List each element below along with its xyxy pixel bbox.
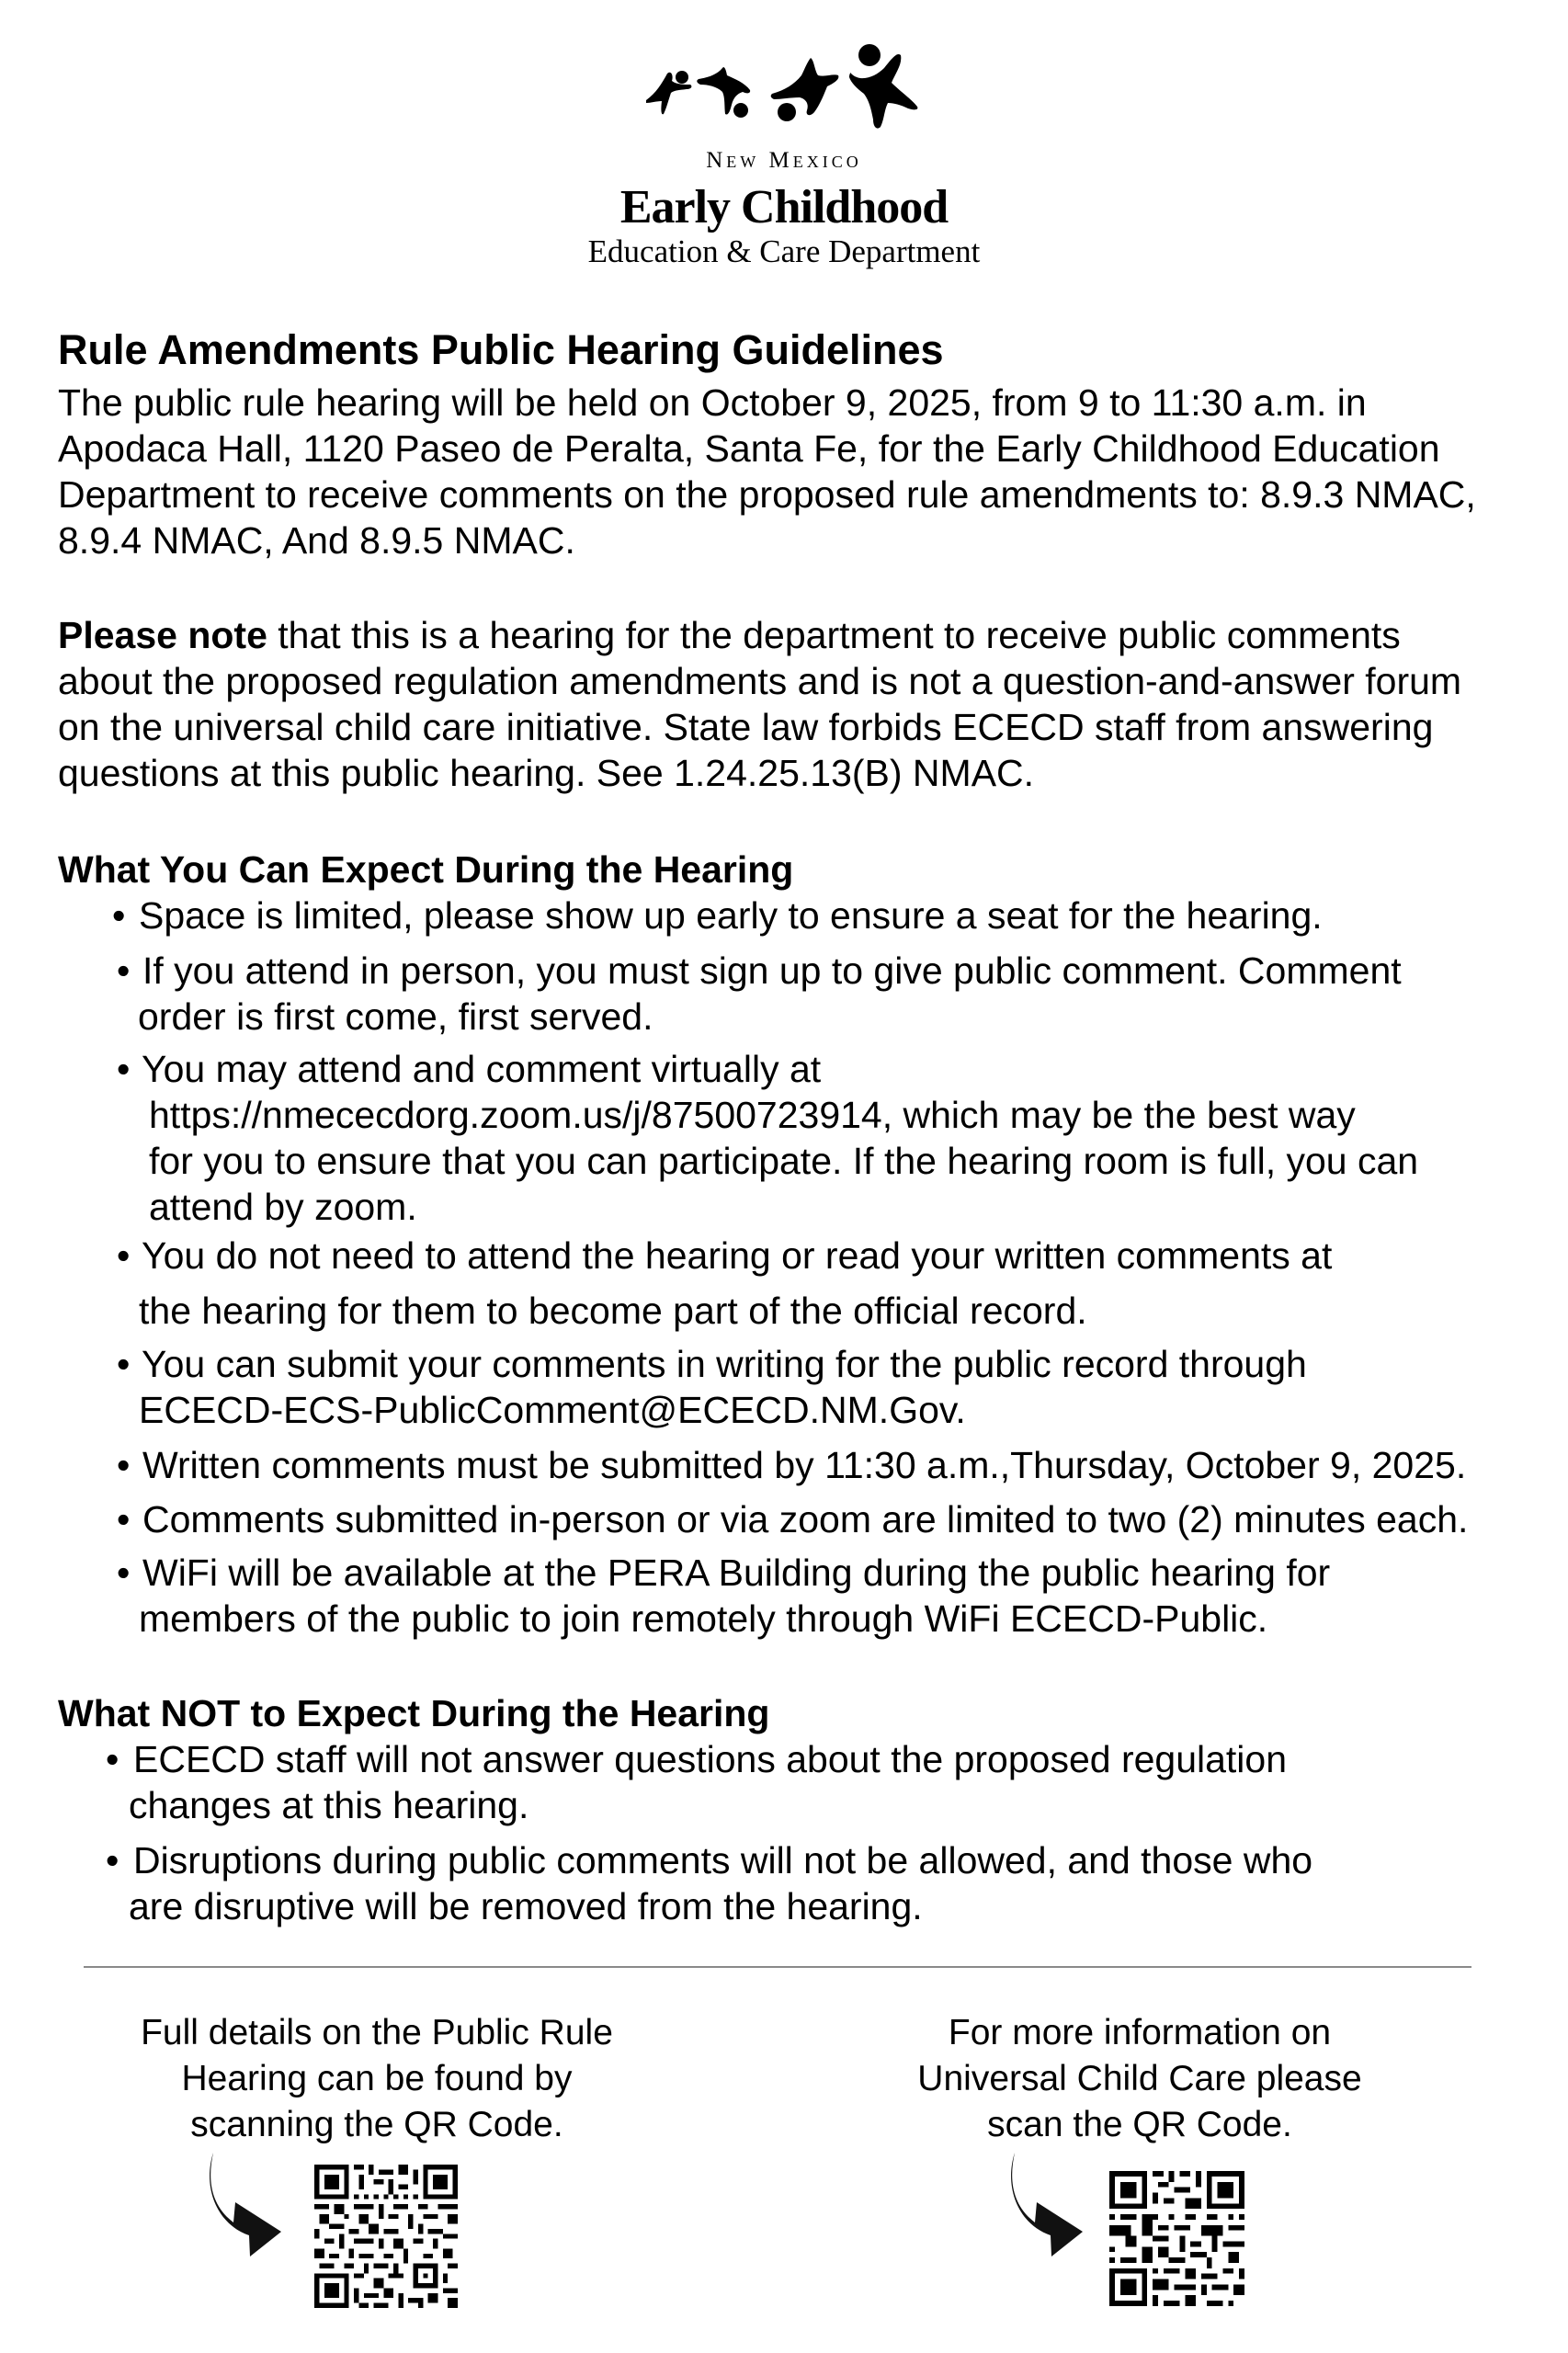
public-comment-email-link[interactable]: ECECD-ECS-PublicComment@ECECD.NM.Gov. <box>139 1389 966 1431</box>
intro-line: The public rule hearing will be held on October 9, 2025, from 9 to 11:30 a.m. in <box>58 381 1367 424</box>
bullet-icon: • <box>112 894 126 937</box>
expect-item-line: You may attend and comment virtually at <box>142 1048 822 1090</box>
section-heading-not-expect: What NOT to Expect During the Hearing <box>58 1692 770 1734</box>
expect-item-line: Comments submitted in-person or via zoom are limited to two (2) minutes each. <box>142 1498 1469 1540</box>
expect-item-line: attend by zoom. <box>149 1186 417 1228</box>
footer-right-line: Universal Child Care please <box>917 2059 1362 2098</box>
page-title: Rule Amendments Public Hearing Guidelines <box>58 326 944 373</box>
bullet-icon: • <box>117 1048 131 1090</box>
logo-org-subtitle: Education & Care Department <box>587 233 981 269</box>
footer-left-text <box>101 2010 653 2148</box>
not-expect-item-line: ECECD staff will not answer questions about the proposed regulation <box>133 1738 1288 1780</box>
footer-right-line: scan the QR Code. <box>987 2105 1292 2144</box>
bullet-icon: • <box>117 1552 131 1594</box>
expect-item-line: members of the public to join remotely through WiFi ECECD-Public. <box>139 1597 1268 1640</box>
note-line: questions at this public hearing. See 1.24.25.13(B) NMAC. <box>58 752 1035 794</box>
intro-line: Apodaca Hall, 1120 Paseo de Peralta, Santa Fe, for the Early Childhood Education <box>58 427 1440 470</box>
footer-left-line: Hearing can be found by <box>181 2059 573 2098</box>
expect-item-line: Written comments must be submitted by 11:30 a.m.,Thursday, October 9, 2025. <box>142 1444 1467 1486</box>
footer-divider <box>84 1966 1471 1968</box>
bullet-icon: • <box>117 1343 131 1385</box>
note-line: on the universal child care initiative. State law forbids ECECD staff from answering <box>58 706 1434 748</box>
bullet-icon: • <box>117 1234 131 1277</box>
bullet-icon: • <box>106 1738 119 1780</box>
bullet-icon: • <box>106 1839 119 1881</box>
qr-code-universal-child-care-icon[interactable] <box>1109 2171 1244 2306</box>
four-children-figures-logo-icon <box>643 42 924 134</box>
expect-item-line: You do not need to attend the hearing or read your written comments at <box>142 1234 1333 1277</box>
curved-arrow-icon <box>1007 2151 1085 2256</box>
footer-left-line: Full details on the Public Rule <box>141 2013 613 2052</box>
note-line <box>58 612 1401 658</box>
zoom-link[interactable]: https://nmececdorg.zoom.us/j/87500723914, which may be the best way <box>149 1094 1356 1136</box>
expect-item-line: You can submit your comments in writing for the public record through <box>142 1343 1307 1385</box>
bullet-icon: • <box>117 1444 131 1486</box>
intro-line: 8.9.4 NMAC, And 8.9.5 NMAC. <box>58 519 575 562</box>
bullet-icon: • <box>117 949 131 992</box>
expect-item-line: If you attend in person, you must sign up to give public comment. Comment <box>142 949 1402 992</box>
not-expect-item-line: are disruptive will be removed from the hearing. <box>129 1885 923 1927</box>
footer-left-line: scanning the QR Code. <box>190 2105 563 2144</box>
intro-line: Department to receive comments on the proposed rule amendments to: 8.9.3 NMAC, <box>58 473 1476 516</box>
qr-code-public-rule-hearing-icon[interactable] <box>314 2165 458 2308</box>
footer-right-line: For more information on <box>948 2013 1332 2052</box>
note-line: about the proposed regulation amendments and is not a question-and-answer forum <box>58 660 1462 702</box>
logo-state-name: New Mexico <box>706 148 862 173</box>
note-bold-lead: Please note <box>58 614 267 656</box>
section-heading-expect: What You Can Expect During the Hearing <box>58 848 794 891</box>
logo-org-name: Early Childhood <box>619 181 949 233</box>
expect-item-line: WiFi will be available at the PERA Building during the public hearing for <box>142 1552 1331 1594</box>
not-expect-item-line: Disruptions during public comments will not be allowed, and those who <box>133 1839 1313 1881</box>
note-first-line: that this is a hearing for the department to receive public comments <box>267 614 1401 656</box>
expect-item-line: the hearing for them to become part of the official record. <box>139 1290 1087 1332</box>
footer-right-text <box>864 2010 1415 2148</box>
expect-item-line: for you to ensure that you can participate. If the hearing room is full, you can <box>149 1140 1419 1182</box>
expect-item-line: order is first come, first served. <box>138 995 653 1038</box>
expect-item-line: Space is limited, please show up early to ensure a seat for the hearing. <box>139 894 1323 937</box>
bullet-icon: • <box>117 1498 131 1540</box>
not-expect-item-line: changes at this hearing. <box>129 1784 529 1826</box>
curved-arrow-icon <box>206 2151 283 2256</box>
